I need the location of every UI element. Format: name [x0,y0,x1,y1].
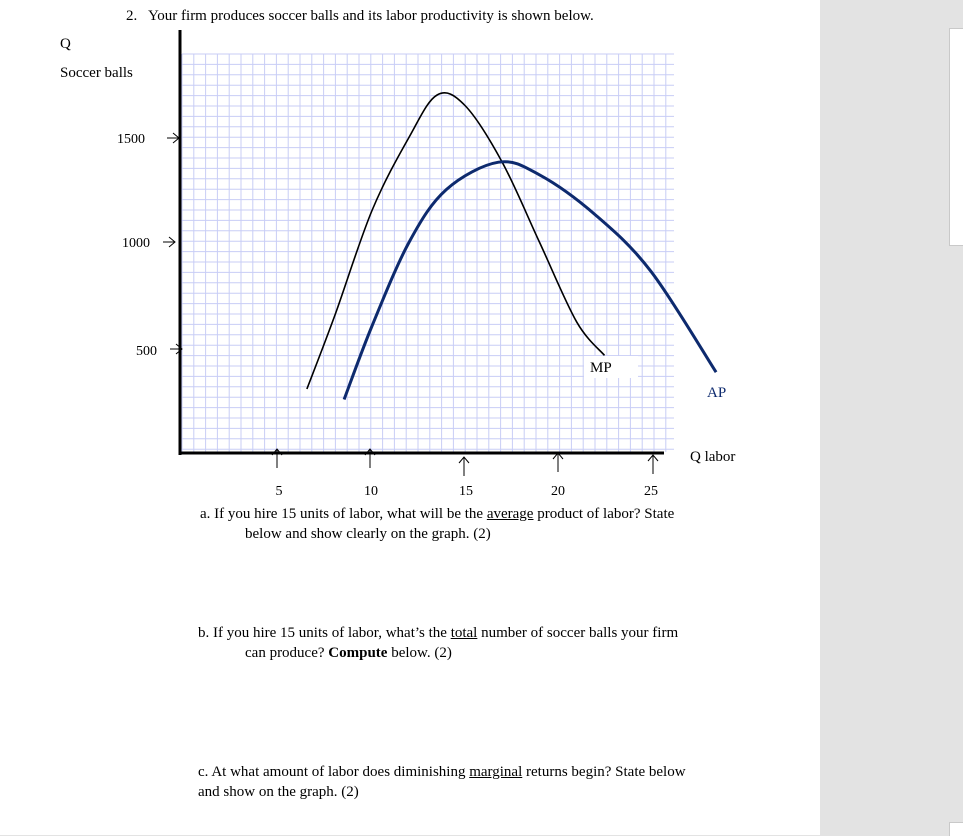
x-tick-arrow [553,453,563,472]
question-text: Your firm produces soccer balls and its labor productivity is shown below. [147,8,594,24]
mp-series-label: MP [590,360,612,376]
y-axis-label: Soccer balls [60,65,133,81]
y-tick-label-1500: 1500 [117,132,145,147]
x-tick-arrow [459,457,469,476]
x-tick-label-10: 10 [364,484,378,499]
keyword-marginal: marginal [469,764,523,780]
question-b-line1: b. If you hire 15 units of labor, what’s the total number of soccer balls your firm [198,625,679,641]
ap-series-label: AP [707,385,727,401]
ap-curve [344,162,716,400]
chart-grid [182,54,674,452]
adjacent-page-edge-bottom [949,822,963,836]
keyword-compute: Compute [328,645,388,661]
question-b-line2: can produce? Compute below. (2) [245,645,452,661]
x-tick-label-20: 20 [551,484,565,499]
y-axis-symbol: Q [60,36,71,52]
x-axis-label: Q labor [690,449,736,465]
series-layer [307,93,716,400]
y-tick-arrow [167,133,179,143]
chart-axes [179,30,664,455]
question-a-line1: a. If you hire 15 units of labor, what will be the average product of labor? State [200,506,675,522]
y-tick-arrow [163,237,175,247]
question-a-line2: below and show clearly on the graph. (2) [245,526,491,542]
keyword-total: total [450,625,478,641]
x-tick-arrow [648,455,658,474]
question-c-line2: and show on the graph. (2) [198,784,359,800]
question-c-line1: c. At what amount of labor does diminishing marginal returns begin? State below [198,764,686,780]
y-tick-label-1000: 1000 [122,236,150,251]
x-tick-label-5: 5 [275,484,283,499]
y-tick-label-500: 500 [136,344,157,359]
keyword-average: average [486,506,534,522]
x-tick-label-15: 15 [459,484,473,499]
x-tick-label-25: 25 [644,484,658,499]
question-number: 2. [126,8,138,24]
